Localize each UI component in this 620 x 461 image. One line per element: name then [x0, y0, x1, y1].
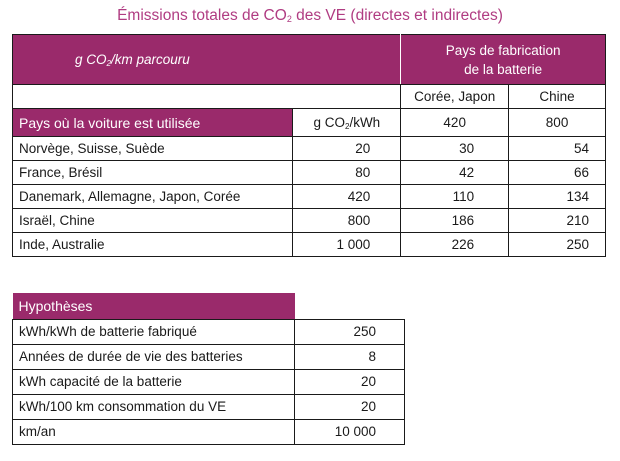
china-cell: 210: [509, 209, 606, 233]
table-row: [13, 137, 606, 161]
table-row: [13, 419, 405, 444]
korea-japan-cell: 30: [401, 137, 509, 161]
table-row: [13, 185, 606, 209]
gkwh-cell: 80: [293, 161, 401, 185]
battery-420-header: 420: [401, 109, 509, 137]
hypothesis-value: 20: [295, 394, 405, 419]
table-row: [13, 233, 606, 257]
hypothesis-label: Années de durée de vie des batteries: [13, 344, 295, 369]
gkwh-cell: 20: [293, 137, 401, 161]
country-cell: Danemark, Allemagne, Japon, Corée: [13, 185, 293, 209]
table-row: [13, 319, 405, 344]
usage-country-header: Pays où la voiture est utilisée: [13, 109, 293, 137]
table-row: [13, 394, 405, 419]
table-title: Émissions totales de $CO_2$ des VE (directes et indirectes): [117, 7, 503, 24]
emissions-table: [12, 34, 606, 257]
hypothesis-label: km/an: [13, 419, 295, 444]
unit-header: g $CO_2/km$ parcouru: [13, 35, 401, 85]
country-cell: Israël, Chine: [13, 209, 293, 233]
gkwh-cell: 1 000: [293, 233, 401, 257]
hypothesis-label: kWh/100 km consommation du VE: [13, 394, 295, 419]
hypothesis-value: 250: [295, 319, 405, 344]
hypothesis-value: 20: [295, 369, 405, 394]
table-row: [13, 369, 405, 394]
table-row: [13, 161, 606, 185]
country-cell: Inde, Australie: [13, 233, 293, 257]
col-korea-japan: Corée, Japon: [401, 85, 509, 109]
table-row: [13, 209, 606, 233]
hypothesis-value: 8: [295, 344, 405, 369]
battery-800-header: 800: [509, 109, 606, 137]
battery-country-header: Pays de fabrication de la batterie: [401, 35, 606, 85]
empty-header-cell: [13, 85, 401, 109]
korea-japan-cell: 110: [401, 185, 509, 209]
china-cell: 54: [509, 137, 606, 161]
hypothesis-label: kWh capacité de la batterie: [13, 369, 295, 394]
table-row: [13, 344, 405, 369]
country-cell: Norvège, Suisse, Suède: [13, 137, 293, 161]
china-cell: 134: [509, 185, 606, 209]
hypothesis-label: kWh/kWh de batterie fabriqué: [13, 319, 295, 344]
china-cell: 250: [509, 233, 606, 257]
gkwh-cell: 800: [293, 209, 401, 233]
gkwh-cell: 420: [293, 185, 401, 209]
hypotheses-title: Hypothèses: [13, 293, 295, 319]
korea-japan-cell: 226: [401, 233, 509, 257]
korea-japan-cell: 42: [401, 161, 509, 185]
col-china: Chine: [509, 85, 606, 109]
empty-title-cell: [295, 293, 405, 319]
korea-japan-cell: 186: [401, 209, 509, 233]
hypothesis-value: 10 000: [295, 419, 405, 444]
country-cell: France, Brésil: [13, 161, 293, 185]
unit-gkwh-header: g $CO_2$/kWh: [293, 109, 401, 137]
china-cell: 66: [509, 161, 606, 185]
hypotheses-table: [12, 293, 405, 445]
